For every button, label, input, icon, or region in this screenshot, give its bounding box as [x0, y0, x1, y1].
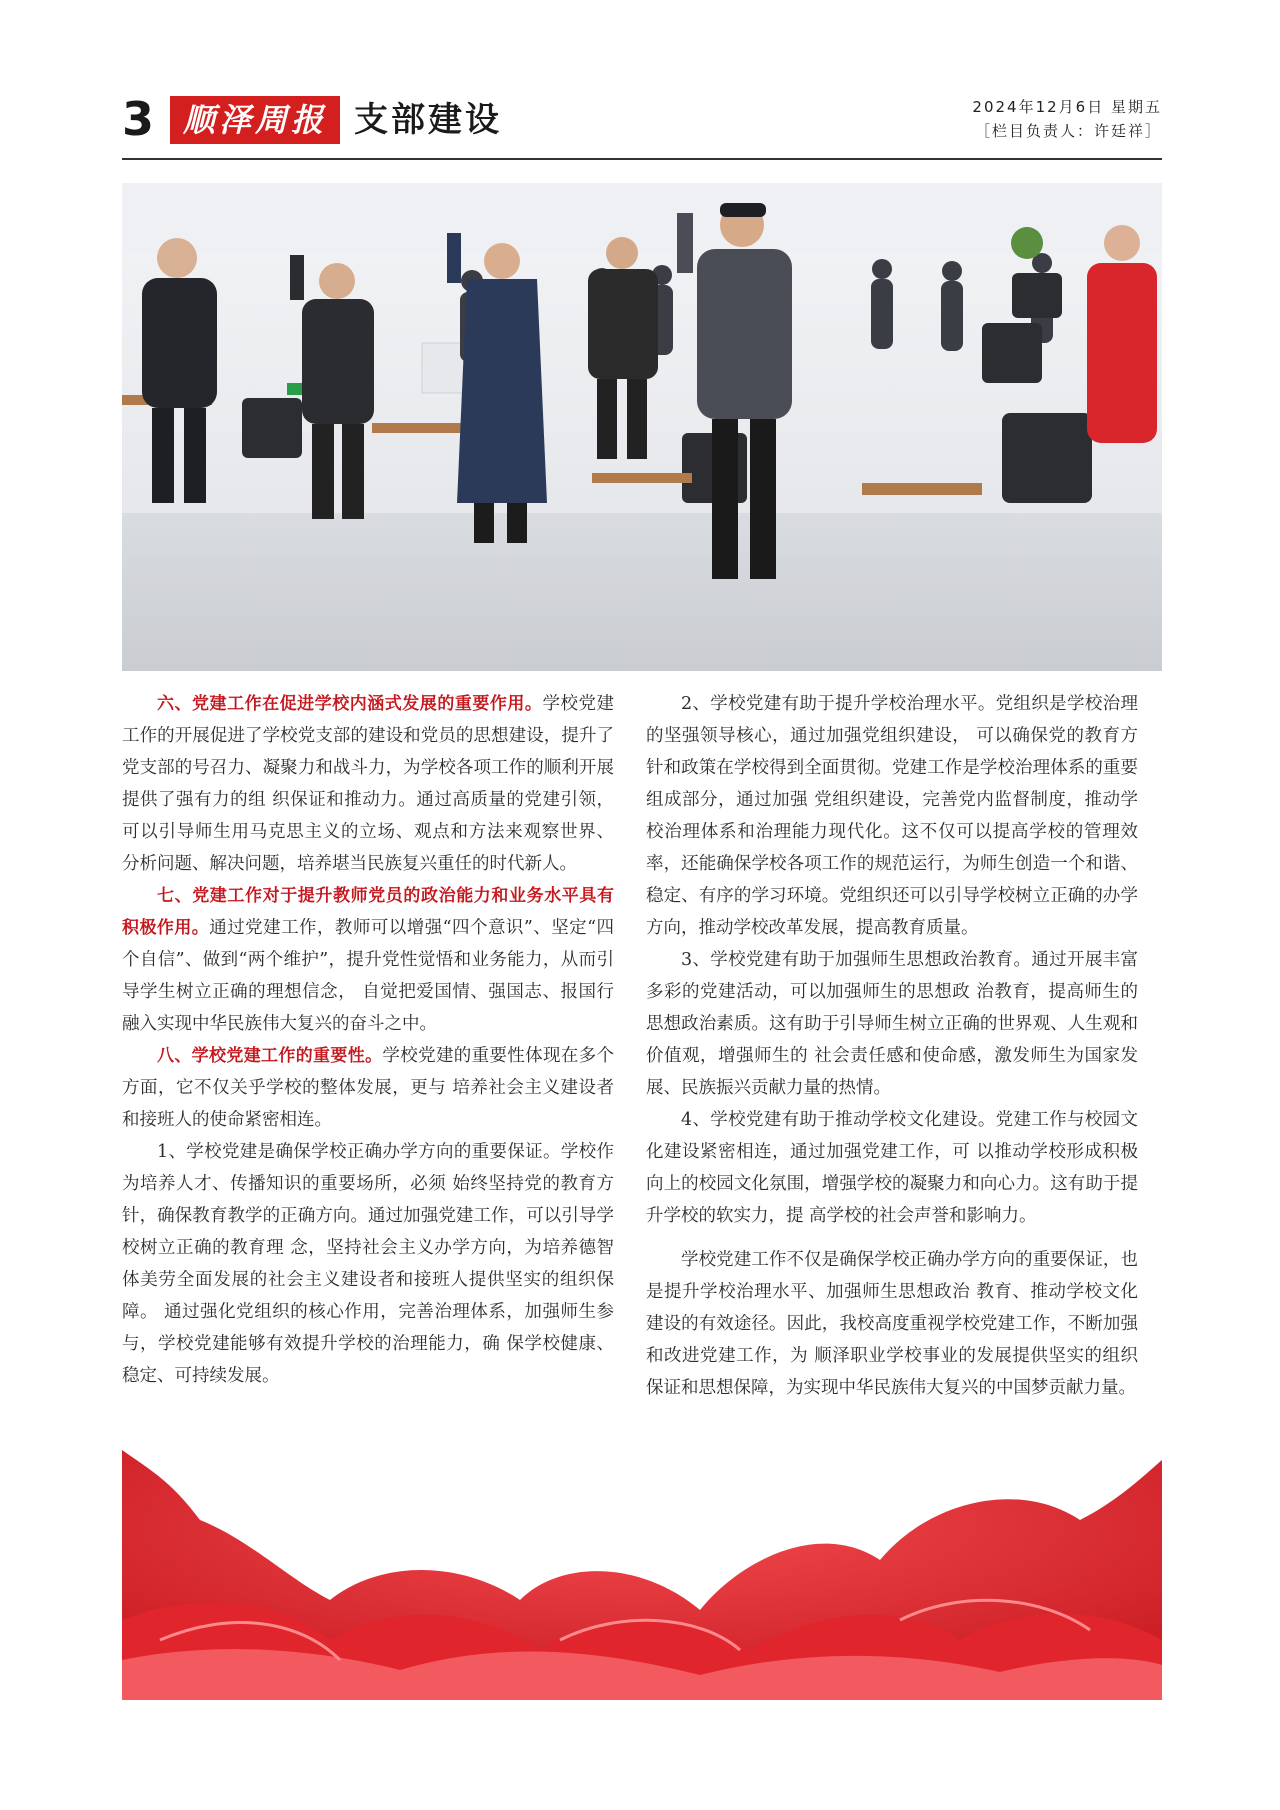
paragraph-conclusion: 学校党建工作不仅是确保学校正确办学方向的重要保证，也是提升学校治理水平、加强师生思想政治 教育、推动学校文化建设的有效途径。因此，我校高度重视学校党建工作，不断加强和改进党建工作，为 顺泽职业学校事业的发展提供坚实的组织保证和思想保障，为实现中华民族伟大复兴的中国梦贡献力量。: [646, 1250, 1138, 1398]
heading-six: 六、党建工作在促进学校内涵式发展的重要作用。: [157, 694, 543, 714]
paragraph-six-body: 学校党建工作的开展促进了学校党支部的建设和党员的思想建设，提升了党支部的号召力、凝聚力和战斗力，为学校各项工作的顺利开展提供了强有力的组 织保证和推动力。通过高质量的党建引领，可以引导师生用马克思主义的立场、观点和方法来观察世界、 分析问题、解决问题，培养堪当民族复兴重任的时代新人。: [122, 694, 615, 874]
paragraph-point-one: 1、学校党建是确保学校正确办学方向的重要保证。学校作为培养人才、传播知识的重要场所，必须 始终坚持党的教育方针，确保教育教学的正确方向。通过加强党建工作，可以引导学校树立正确的教育理 念，坚持社会主义办学方向，为培养德智体美劳全面发展的社会主义建设者和接班人提供坚实的组织保障。 通过强化党组织的核心作用，完善治理体系，加强师生参与，学校党建能够有效提升学校的治理能力，确 保学校健康、稳定、可持续发展。: [122, 1142, 614, 1386]
paragraph-six: [122, 688, 614, 880]
newspaper-logo: 顺泽周报: [170, 96, 340, 144]
paragraph-eight-body: 学校党建的重要性体现在多个方面，它不仅关乎学校的整体发展，更与 培养社会主义建设者和接班人的使命紧密相连。: [122, 1046, 615, 1130]
heading-eight: 八、学校党建工作的重要性。: [157, 1046, 383, 1066]
issue-date: 2024年12月6日 星期五: [972, 98, 1162, 116]
paragraph-point-three: 3、学校党建有助于加强师生思想政治教育。通过开展丰富多彩的党建活动，可以加强师生的思想政 治教育，提高师生的思想政治素质。这有助于引导师生树立正确的世界观、人生观和价值观，增强师生的 社会责任感和使命感，激发师生为国家发展、民族振兴贡献力量的热情。: [646, 950, 1138, 1098]
masthead: [122, 90, 1162, 160]
paragraph-eight: [122, 1040, 614, 1136]
heading-seven: 七、党建工作对于提升教师党员的政治能力和业务水平具有积极作用。: [122, 886, 614, 938]
photo-illustration: [122, 183, 1162, 671]
paragraph-point-four: 4、学校党建有助于推动学校文化建设。党建工作与校园文化建设紧密相连，通过加强党建工作，可 以推动学校形成积极向上的校园文化氛围，增强学校的凝聚力和向心力。这有助于提升学校的软实力，提 高学校的社会声誉和影响力。: [646, 1110, 1138, 1226]
column-editor: ［栏目负责人：许廷祥］: [974, 122, 1162, 140]
section-title: 支部建设: [354, 100, 502, 140]
article-right-column: [646, 688, 1138, 1404]
article-left-column: [122, 688, 614, 1392]
group-oath-photo: [122, 183, 1162, 671]
paragraph-seven: [122, 880, 614, 1040]
paragraph-point-two: 2、学校党建有助于提升学校治理水平。党组织是学校治理的坚强领导核心，通过加强党组织建设， 可以确保党的教育方针和政策在学校得到全面贯彻。党建工作是学校治理体系的重要组成部分，通过加强 党组织建设，完善党内监督制度，推动学校治理体系和治理能力现代化。这不仅可以提高学校的管理效率，还能确保学校各项工作的规范运行，为师生创造一个和谐、稳定、有序的学习环境。党组织还可以引导学校树立正确的办学方向，推动学校改革发展，提高教育质量。: [646, 694, 1138, 938]
paragraph-seven-body: 通过党建工作，教师可以增强“四个意识”、坚定“四个自信”、做到“两个维护”，提升党性觉悟和业务能力，从而引导学生树立正确的理想信念， 自觉把爱国情、强国志、报国行融入实现中华民族伟大复兴的奋斗之中。: [122, 918, 614, 1034]
page-number: 3: [122, 92, 155, 146]
